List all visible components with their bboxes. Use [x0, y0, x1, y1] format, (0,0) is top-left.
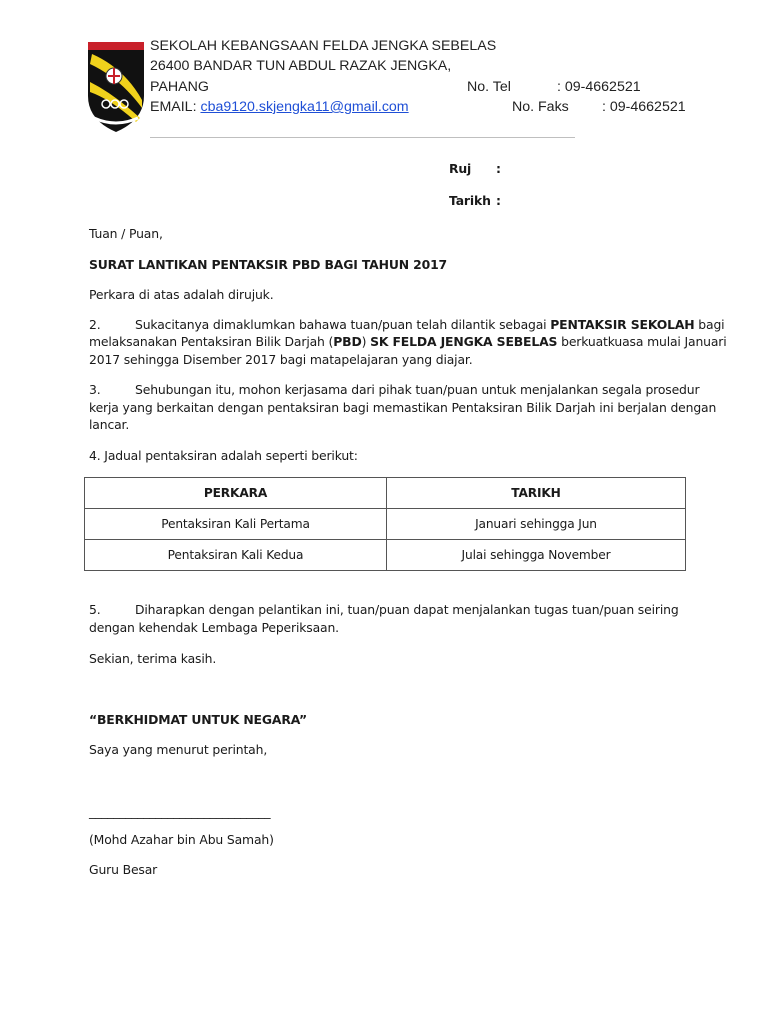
- motto: “BERKHIDMAT UNTUK NEGARA”: [89, 712, 308, 727]
- school-address-line2: PAHANG: [150, 79, 209, 95]
- paragraph-3-line2: kerja yang berkaitan dengan pentaksiran bagi memastikan Pentaksiran Bilik Darjah ini berjalan dengan: [89, 400, 717, 415]
- tel-value: : 09-4662521: [557, 79, 641, 95]
- table-cell: Pentaksiran Kali Kedua: [85, 540, 387, 571]
- letter-subject: SURAT LANTIKAN PENTAKSIR PBD BAGI TAHUN 2017: [89, 257, 448, 272]
- school-name: SEKOLAH KEBANGSAAN FELDA JENGKA SEBELAS: [150, 38, 497, 54]
- signatory-position: Guru Besar: [89, 862, 158, 877]
- ruj-colon: :: [496, 161, 501, 176]
- intro-text: Perkara di atas adalah dirujuk.: [89, 287, 274, 302]
- paragraph-2-line2: [89, 333, 727, 350]
- paragraph-3-line1: [89, 381, 699, 398]
- p2-line2-c: ): [361, 334, 371, 349]
- email-label: EMAIL:: [150, 99, 201, 115]
- signature-line: ______________________________: [89, 804, 271, 819]
- header-divider: [150, 137, 575, 138]
- table-cell: Pentaksiran Kali Pertama: [85, 509, 387, 540]
- school-address-line1: 26400 BANDAR TUN ABDUL RAZAK JENGKA,: [150, 58, 452, 74]
- email-link[interactable]: cba9120.skjengka11@gmail.com: [200, 99, 409, 115]
- fax-value: : 09-4662521: [602, 99, 686, 115]
- p2-school-bold: SK FELDA JENGKA SEBELAS: [370, 334, 558, 349]
- p5-line1-text: Diharapkan dengan pelantikan ini, tuan/puan dapat menjalankan tugas tuan/puan seiring: [135, 602, 679, 617]
- paragraph-4: 4. Jadual pentaksiran adalah seperti berikut:: [89, 448, 358, 463]
- table-header-tarikh: TARIKH: [387, 478, 686, 509]
- p2-role-bold: PENTAKSIR SEKOLAH: [550, 317, 695, 332]
- p2-pbd-bold: PBD: [333, 334, 362, 349]
- tarikh-label: Tarikh: [449, 193, 491, 208]
- ruj-label: Ruj: [449, 161, 472, 176]
- paragraph-2-line3: 2017 sehingga Disember 2017 bagi matapelajaran yang diajar.: [89, 352, 473, 367]
- tel-label: No. Tel: [467, 79, 511, 95]
- p2-text-c: bagi: [694, 317, 725, 332]
- paragraph-5-number: 5.: [89, 602, 101, 617]
- obey-text: Saya yang menurut perintah,: [89, 742, 268, 757]
- p2-text-a: Sukacitanya dimaklumkan bahawa tuan/puan telah dilantik sebagai: [135, 317, 551, 332]
- table-header-row: [85, 478, 686, 509]
- table-row: [85, 509, 686, 540]
- p2-line2-a: melaksanakan Pentaksiran Bilik Darjah (: [89, 334, 334, 349]
- paragraph-5-line1: [89, 601, 679, 618]
- tarikh-colon: :: [496, 193, 501, 208]
- paragraph-2-number: 2.: [89, 317, 101, 332]
- table-row: [85, 540, 686, 571]
- p2-line2-e: berkuatkuasa mulai Januari: [557, 334, 727, 349]
- table-header-perkara: PERKARA: [85, 478, 387, 509]
- p3-line1-text: Sehubungan itu, mohon kerjasama dari pihak tuan/puan untuk menjalankan segala prosedur: [135, 382, 700, 397]
- schedule-table: [84, 477, 686, 571]
- email-line: [150, 99, 409, 115]
- table-cell: Julai sehingga November: [387, 540, 686, 571]
- paragraph-5-line2: dengan kehendak Lembaga Peperiksaan.: [89, 620, 339, 635]
- paragraph-2-line1: [89, 316, 724, 333]
- signatory-name: (Mohd Azahar bin Abu Samah): [89, 832, 274, 847]
- paragraph-3-line3: lancar.: [89, 417, 130, 432]
- closing-text: Sekian, terima kasih.: [89, 651, 217, 666]
- paragraph-3-number: 3.: [89, 382, 101, 397]
- fax-label: No. Faks: [512, 99, 569, 115]
- table-cell: Januari sehingga Jun: [387, 509, 686, 540]
- school-crest-logo: [84, 38, 148, 134]
- salutation: Tuan / Puan,: [89, 226, 163, 241]
